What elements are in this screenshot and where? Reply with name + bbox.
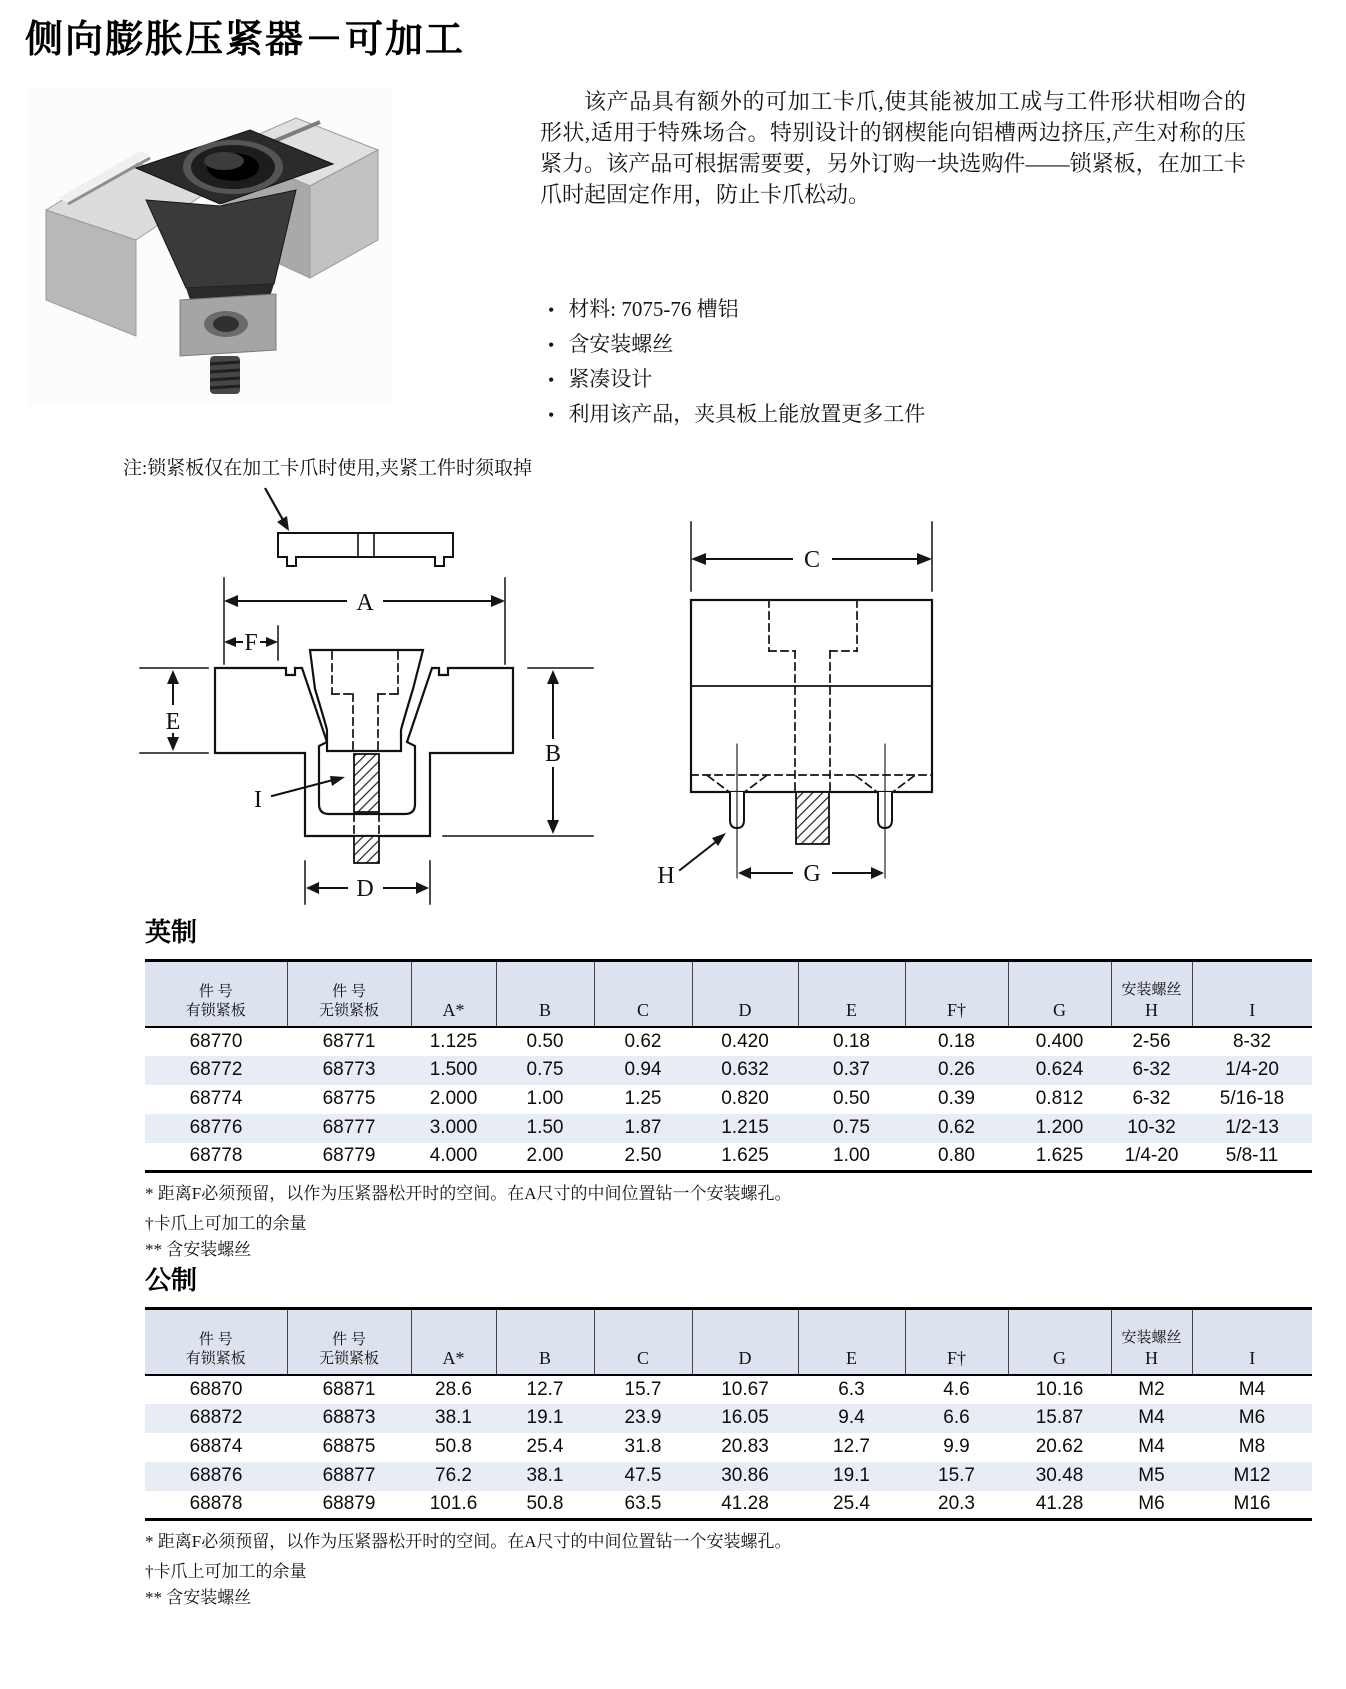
table-cell: 1.625	[721, 1145, 769, 1167]
lock-plate-note: 注:锁紧板仅在加工卡爪时使用,夹紧工件时须取掉	[123, 458, 533, 479]
table-cell: 1/4-20	[1192, 1056, 1312, 1085]
list-item	[548, 362, 1248, 397]
table-cell: M2	[1138, 1378, 1165, 1400]
table-header	[145, 1309, 1312, 1375]
footnote: ** 含安装螺丝	[145, 1588, 252, 1607]
table-header	[145, 961, 1312, 1027]
col-h: 安装螺丝 H	[1111, 1309, 1192, 1375]
feature-text: 材料: 7075-76 槽铝	[568, 297, 739, 321]
table-cell: 68879	[322, 1493, 376, 1515]
table-cell: 1.125	[429, 1030, 478, 1052]
table-cell: 3.000	[411, 1114, 496, 1143]
table-row	[145, 1462, 1312, 1491]
metric-table	[145, 1307, 1312, 1521]
table-cell: M4	[1238, 1378, 1266, 1400]
table-cell: 68776	[145, 1114, 287, 1143]
table-cell: 0.62	[624, 1030, 662, 1052]
col-part-without-plate: 件 号 无锁紧板	[287, 1309, 411, 1375]
table-cell: 68775	[322, 1088, 376, 1109]
col-c: C	[594, 1309, 692, 1375]
table-cell: 19.1	[496, 1404, 594, 1433]
table-cell: 2.000	[429, 1088, 478, 1109]
table-cell: 16.05	[692, 1404, 798, 1433]
table-cell: 15.7	[905, 1462, 1008, 1491]
table-cell: 76.2	[411, 1462, 496, 1491]
table-cell: 10.16	[1035, 1378, 1084, 1400]
product-photo	[28, 88, 393, 406]
table-cell: 68771	[322, 1030, 376, 1052]
footnote: †卡爪上可加工的余量	[145, 1214, 307, 1233]
lock-plate-shape	[278, 533, 453, 566]
table-cell: 68777	[287, 1114, 411, 1143]
table-cell: 20.62	[1035, 1436, 1084, 1457]
table-cell: 9.4	[798, 1404, 905, 1433]
table-cell: M4	[1111, 1404, 1192, 1433]
table-cell: 8-32	[1232, 1030, 1272, 1052]
table-cell: M8	[1238, 1436, 1266, 1457]
col-part-with-plate: 件 号 有锁紧板	[145, 961, 287, 1027]
table-cell: 2.50	[624, 1145, 662, 1167]
col-c: C	[594, 961, 692, 1027]
table-cell: 0.50	[833, 1088, 870, 1109]
table-cell: 12.7	[833, 1436, 870, 1457]
table-cell: 1.00	[833, 1145, 870, 1167]
table-cell: 68770	[189, 1030, 243, 1052]
table-cell: 1.500	[411, 1056, 496, 1085]
table-cell: 41.28	[1035, 1493, 1084, 1515]
table-cell: M6	[1192, 1404, 1312, 1433]
dim-label-b: B	[544, 741, 562, 767]
table-cell: M6	[1138, 1493, 1165, 1515]
table-cell: 1.50	[496, 1114, 594, 1143]
table-cell: 20.83	[721, 1436, 769, 1457]
table-cell: 5/16-18	[1219, 1088, 1285, 1109]
table-cell: 10-32	[1111, 1114, 1192, 1143]
col-part-without-plate: 件 号 无锁紧板	[287, 961, 411, 1027]
dim-label-c: C	[803, 547, 821, 573]
table-cell: 0.75	[496, 1056, 594, 1085]
col-a: A*	[411, 961, 496, 1027]
table-cell: 28.6	[435, 1378, 472, 1400]
table-cell: 1/4-20	[1124, 1145, 1179, 1167]
table-cell: M4	[1138, 1436, 1165, 1457]
table-cell: 0.820	[721, 1088, 769, 1109]
table-cell: 1.00	[526, 1088, 564, 1109]
imperial-table	[145, 959, 1312, 1173]
table-row	[145, 1085, 1312, 1114]
col-f: F†	[905, 961, 1008, 1027]
table-cell: 15.87	[1008, 1404, 1111, 1433]
dim-label-e: E	[165, 709, 181, 735]
table-cell: 6.6	[905, 1404, 1008, 1433]
table-cell: 4.6	[943, 1378, 970, 1400]
table-cell: 68779	[322, 1145, 376, 1167]
table-cell: 25.4	[833, 1493, 870, 1515]
table-cell: 1.200	[1008, 1114, 1111, 1143]
table-row	[145, 1027, 1312, 1056]
table-cell: M5	[1111, 1462, 1192, 1491]
col-d: D	[692, 961, 798, 1027]
footnote: * 距离F必须预留，以作为压紧器松开时的空间。在A尺寸的中间位置钻一个安装螺孔。	[145, 1184, 792, 1203]
metric-footnotes	[145, 1529, 1312, 1611]
table-cell: 50.8	[526, 1493, 564, 1515]
footnote: * 距离F必须预留，以作为压紧器松开时的空间。在A尺寸的中间位置钻一个安装螺孔。	[145, 1532, 792, 1551]
table-cell: 41.28	[721, 1493, 769, 1515]
table-row	[145, 1375, 1312, 1404]
table-cell: 68873	[287, 1404, 411, 1433]
dim-label-f: F	[244, 630, 258, 656]
dim-label-h: H	[657, 863, 675, 889]
table-cell: 30.48	[1008, 1462, 1111, 1491]
product-photo-image	[28, 88, 393, 406]
table-cell: M12	[1192, 1462, 1312, 1491]
table-cell: 68874	[189, 1436, 243, 1457]
table-cell: 1/2-13	[1192, 1114, 1312, 1143]
feature-text: 紧凑设计	[568, 367, 653, 391]
table-row	[145, 1143, 1312, 1172]
col-b: B	[496, 1309, 594, 1375]
table-cell: 30.86	[692, 1462, 798, 1491]
table-cell: 15.7	[624, 1378, 662, 1400]
table-cell: 31.8	[624, 1436, 662, 1457]
table-body	[145, 1027, 1312, 1172]
table-cell: 23.9	[594, 1404, 692, 1433]
table-cell: 4.000	[429, 1145, 478, 1167]
metric-section	[145, 1260, 1312, 1611]
col-d: D	[692, 1309, 798, 1375]
table-cell: 0.624	[1008, 1056, 1111, 1085]
table-cell: 25.4	[526, 1436, 564, 1457]
col-a: A*	[411, 1309, 496, 1375]
col-g: G	[1008, 1309, 1111, 1375]
feature-list	[548, 292, 1248, 432]
col-b: B	[496, 961, 594, 1027]
table-cell: 2.00	[526, 1145, 564, 1167]
table-cell: 0.632	[692, 1056, 798, 1085]
table-row	[145, 1433, 1312, 1462]
col-e: E	[798, 1309, 905, 1375]
table-cell: 68778	[189, 1145, 243, 1167]
table-cell: 1.215	[692, 1114, 798, 1143]
table-row	[145, 1491, 1312, 1520]
col-f: F†	[905, 1309, 1008, 1375]
front-section-view	[140, 578, 593, 904]
table-cell: 0.420	[721, 1030, 769, 1052]
table-cell: 19.1	[798, 1462, 905, 1491]
list-item	[548, 397, 1248, 432]
col-e: E	[798, 961, 905, 1027]
table-cell: 0.26	[905, 1056, 1008, 1085]
footnote: †卡爪上可加工的余量	[145, 1562, 307, 1581]
table-cell: 6-32	[1132, 1088, 1171, 1109]
table-cell: 6-32	[1111, 1056, 1192, 1085]
table-cell: 68774	[189, 1088, 243, 1109]
table-cell: 1.87	[594, 1114, 692, 1143]
side-view	[657, 522, 932, 889]
table-cell: 0.812	[1035, 1088, 1084, 1109]
table-cell: M16	[1233, 1493, 1271, 1515]
table-cell: 1.625	[1035, 1145, 1084, 1167]
dimension-diagram	[40, 446, 1050, 908]
table-cell: 10.67	[721, 1378, 769, 1400]
table-cell: 0.80	[938, 1145, 975, 1167]
table-cell: 68876	[145, 1462, 287, 1491]
table-cell: 0.94	[594, 1056, 692, 1085]
table-body	[145, 1375, 1312, 1520]
footnote: ** 含安装螺丝	[145, 1240, 252, 1259]
col-i: I	[1192, 1309, 1312, 1375]
list-item	[548, 292, 1248, 327]
table-cell: 68877	[287, 1462, 411, 1491]
dim-label-a: A	[356, 590, 374, 616]
page-title: 侧向膨胀压紧器－可加工	[25, 19, 466, 61]
table-row	[145, 1056, 1312, 1085]
table-cell: 68875	[322, 1436, 376, 1457]
table-cell: 63.5	[624, 1493, 662, 1515]
table-cell: 68772	[145, 1056, 287, 1085]
metric-heading: 公制	[145, 1265, 198, 1295]
table-cell: 0.400	[1035, 1030, 1084, 1052]
dim-label-i: I	[254, 787, 262, 813]
imperial-heading: 英制	[145, 917, 198, 947]
table-cell: 0.18	[833, 1030, 870, 1052]
imperial-footnotes	[145, 1181, 1312, 1263]
imperial-section	[145, 912, 1312, 1263]
table-row	[145, 1114, 1312, 1143]
col-i: I	[1192, 961, 1312, 1027]
table-cell: 68871	[322, 1378, 376, 1400]
table-cell: 5/8-11	[1225, 1145, 1279, 1167]
product-description: 该产品具有额外的可加工卡爪,使其能被加工成与工件形状相吻合的形状,适用于特殊场合。特别设计的钢楔能向铝槽两边挤压,产生对称的压紧力。该产品可根据需要要，另外订购一块选购件——锁紧板，在加工卡爪时起固定作用，防止卡爪松动。	[540, 89, 1246, 207]
table-cell: 9.9	[943, 1436, 970, 1457]
dim-label-d: D	[356, 876, 374, 902]
list-item	[548, 327, 1248, 362]
table-cell: 38.1	[496, 1462, 594, 1491]
feature-text: 利用该产品，夹具板上能放置更多工件	[568, 402, 926, 426]
table-cell: 47.5	[594, 1462, 692, 1491]
table-cell: 0.62	[905, 1114, 1008, 1143]
table-cell: 0.50	[526, 1030, 564, 1052]
table-cell: 68870	[189, 1378, 243, 1400]
dim-label-g: G	[803, 861, 821, 887]
table-cell: 50.8	[435, 1436, 472, 1457]
table-cell: 0.75	[798, 1114, 905, 1143]
table-cell: 101.6	[429, 1493, 478, 1515]
table-cell: 6.3	[838, 1378, 865, 1400]
table-cell: 2-56	[1132, 1030, 1171, 1052]
table-cell: 1.25	[624, 1088, 662, 1109]
col-h: 安装螺丝 H	[1111, 961, 1192, 1027]
table-cell: 68878	[189, 1493, 243, 1515]
table-cell: 68872	[145, 1404, 287, 1433]
table-cell: 0.37	[798, 1056, 905, 1085]
col-g: G	[1008, 961, 1111, 1027]
technical-drawing	[40, 446, 1050, 908]
col-part-with-plate: 件 号 有锁紧板	[145, 1309, 287, 1375]
table-cell: 0.39	[938, 1088, 975, 1109]
table-cell: 0.18	[938, 1030, 975, 1052]
table-cell: 12.7	[526, 1378, 564, 1400]
table-cell: 68773	[287, 1056, 411, 1085]
table-cell: 38.1	[411, 1404, 496, 1433]
table-cell: 20.3	[938, 1493, 975, 1515]
table-row	[145, 1404, 1312, 1433]
feature-text: 含安装螺丝	[568, 332, 674, 356]
